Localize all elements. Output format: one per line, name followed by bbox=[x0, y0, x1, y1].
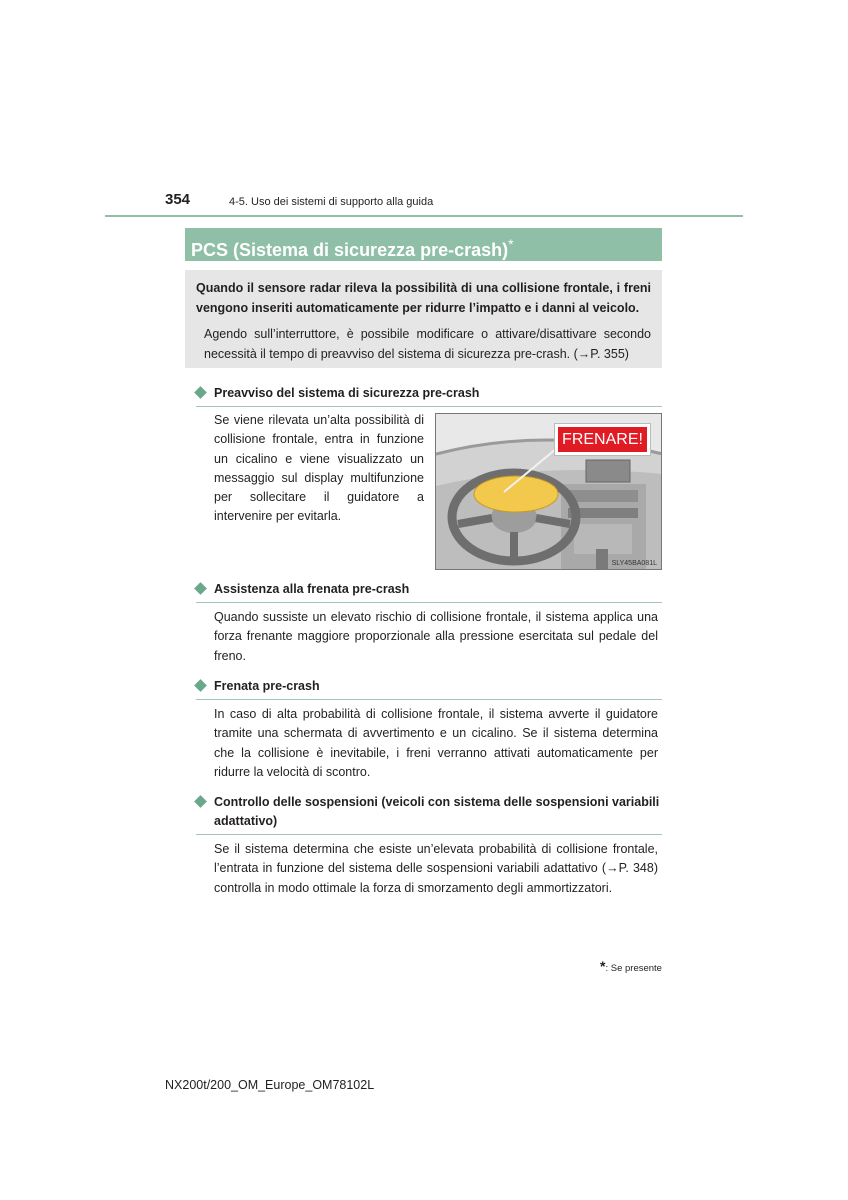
page-title bbox=[185, 228, 662, 261]
diamond-bullet-icon bbox=[194, 386, 207, 399]
footnote-asterisk: * bbox=[600, 958, 606, 974]
section-text: In caso di alta probabilità di collisione frontale, il sistema avverte il guidatore tramite una schermata di avvertimento e un cicalino. Se il sistema determina che la collisione è inevitabile, i freni verranno attivati automaticamente per ridurre la velocità di scontro. bbox=[214, 707, 658, 779]
section-heading bbox=[196, 384, 662, 407]
section-heading-text: Preavviso del sistema di sicurezza pre-crash bbox=[214, 386, 480, 400]
title-asterisk: * bbox=[508, 236, 514, 252]
header-divider bbox=[105, 215, 743, 217]
section-heading-text: Frenata pre-crash bbox=[214, 679, 320, 693]
section-heading-text: Controllo delle sospensioni (veicoli con sistema delle sospensioni variabili adattativo) bbox=[214, 795, 660, 828]
section-heading bbox=[196, 793, 662, 835]
warning-message: FRENARE! bbox=[558, 427, 647, 452]
intro-box bbox=[185, 270, 662, 368]
section-heading bbox=[196, 580, 662, 603]
intro-note-text: Agendo sull’interruttore, è possibile modificare o attivare/disattivare secondo necessità il tempo di preavviso del sistema di sicurezza pre-crash. (→P. 355) bbox=[204, 327, 651, 361]
section-heading bbox=[196, 677, 662, 700]
diamond-bullet-icon bbox=[194, 679, 207, 692]
diamond-bullet-icon bbox=[194, 582, 207, 595]
section-heading-text: Assistenza alla frenata pre-crash bbox=[214, 582, 410, 596]
footnote-text: : Se presente bbox=[605, 963, 662, 974]
section-path: 4-5. Uso dei sistemi di supporto alla guida bbox=[229, 196, 434, 208]
intro-bold-text: Quando il sensore radar rileva la possibilità di una collisione frontale, i freni vengono inseriti automaticamente per ridurre l’impatto e i danni al veicolo. bbox=[196, 281, 651, 315]
footnote bbox=[600, 958, 662, 974]
section-text: Quando sussiste un elevato rischio di collisione frontale, il sistema applica una forza frenante maggiore proporzionale alla pressione esercitata sul pedale del freno. bbox=[214, 610, 658, 663]
page-title-text: PCS (Sistema di sicurezza pre-crash) bbox=[191, 240, 509, 260]
section-text: Se viene rilevata un’alta possibilità di collisione frontale, entra in funzione un cicalino e viene visualizzato un messaggio sul display multifunzione per sollecitare il guidatore a intervenire per evitarla. bbox=[214, 413, 424, 524]
diamond-bullet-icon bbox=[194, 795, 207, 808]
dashboard-illustration bbox=[435, 413, 662, 570]
image-code: SLY45BA081L bbox=[611, 560, 657, 567]
page-number: 354 bbox=[165, 191, 191, 208]
section-text: Se il sistema determina che esiste un’elevata probabilità di collisione frontale, l’entrata in funzione del sistema delle sospensioni variabili adattativo (→P. 348) controlla in modo ottimale la forza di smorzamento degli ammortizzatori. bbox=[214, 842, 658, 895]
document-code: NX200t/200_OM_Europe_OM78102L bbox=[165, 1078, 375, 1092]
